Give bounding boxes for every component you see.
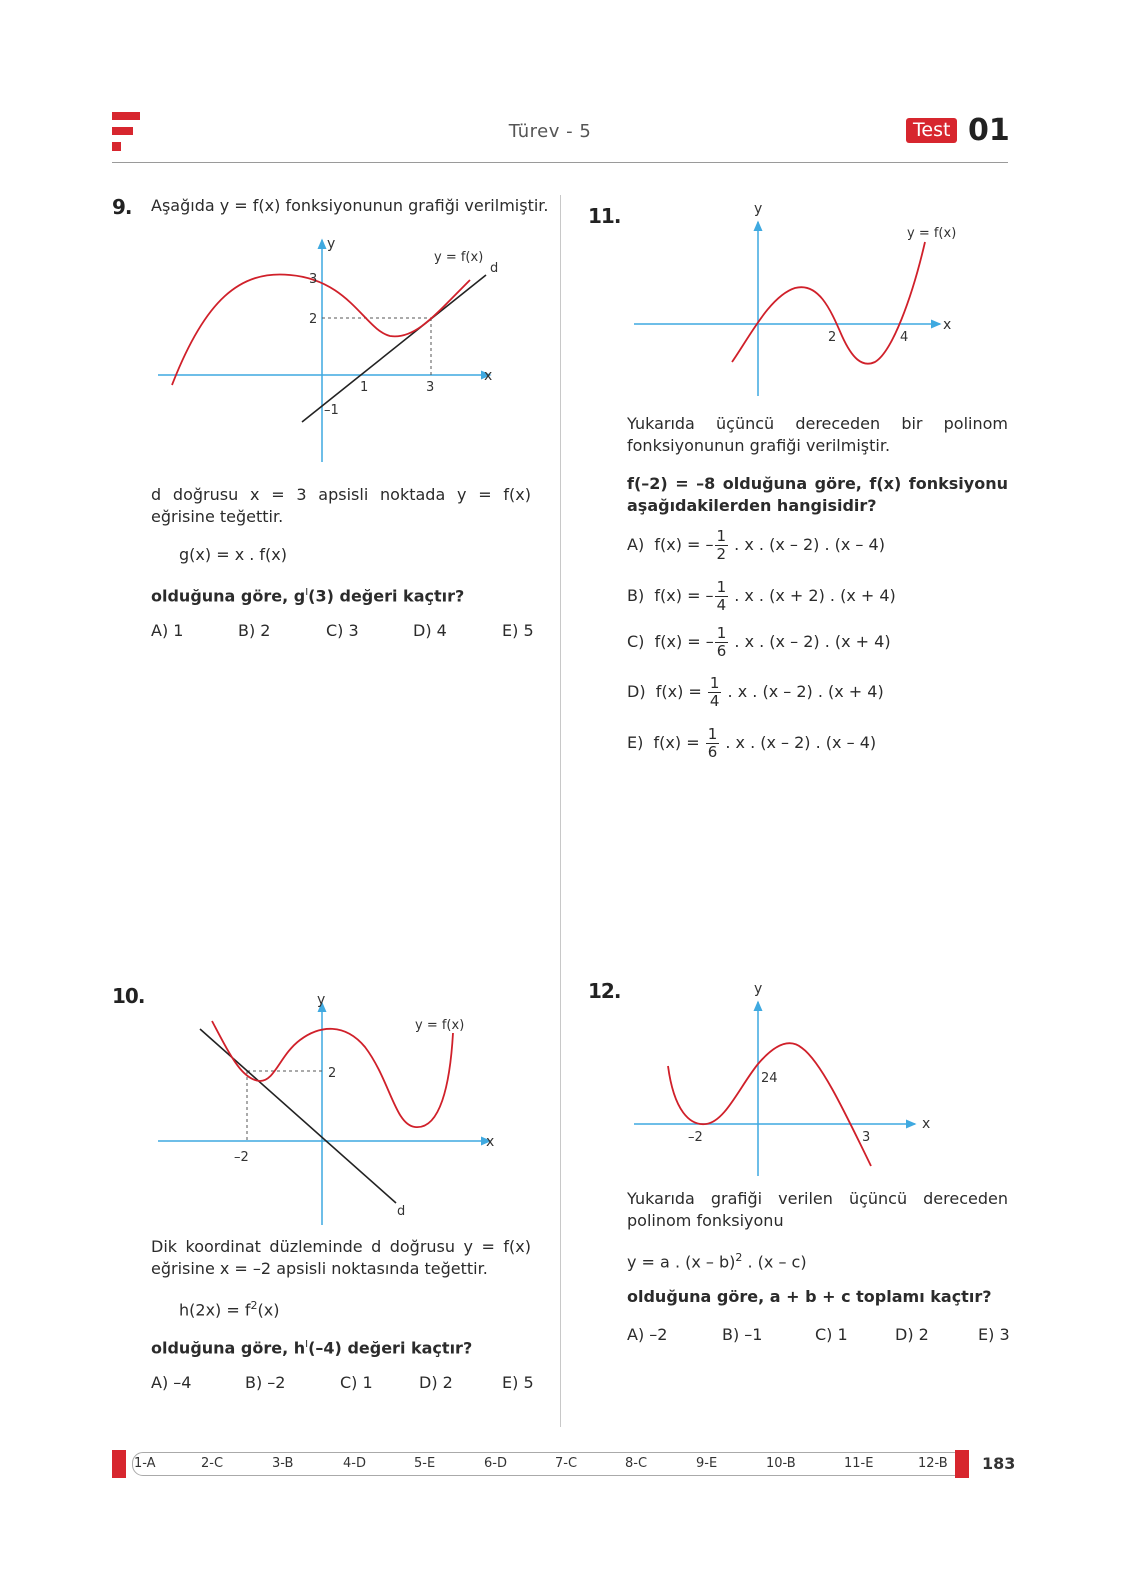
tick-label: 3 <box>862 1130 871 1145</box>
page-number: 183 <box>982 1454 1016 1473</box>
answer-key-item: 2-C <box>201 1456 224 1471</box>
x-axis-label: x <box>922 1116 931 1132</box>
question-ask: f(–2) = –8 olduğuna göre, f(x) fonksiyonu aşağıdakilerden hangisidir? <box>627 474 1008 515</box>
tick-label: 3 <box>309 272 318 287</box>
test-badge: Test <box>906 118 957 143</box>
question-number: 10. <box>112 984 145 1008</box>
answer-key-item: 11-E <box>844 1456 874 1471</box>
question-text: Yukarıda grafiği verilen üçüncü dereceden polinom fonksiyonu <box>627 1189 1008 1230</box>
option-e[interactable]: E) f(x) = $\frac{1}{6}$ . x . (x – 2) . (x – 4) <box>627 725 877 761</box>
question-ask: olduğuna göre, $h^I(-4)$ değeri kaçtır? <box>151 1338 473 1358</box>
answer-key-item: 10-B <box>766 1456 796 1471</box>
formula: g(x) = x . f(x) <box>179 545 287 564</box>
y-axis-label: y <box>754 981 763 997</box>
q10-graph <box>150 985 510 1225</box>
tangent-line-d <box>302 275 486 422</box>
answer-key-box <box>132 1452 965 1476</box>
function-curve <box>732 242 925 364</box>
answer-key-item: 3-B <box>272 1456 294 1471</box>
answer-key-item: 1-A <box>134 1456 156 1471</box>
q9-graph <box>150 230 510 470</box>
option-d[interactable]: D) 2 <box>895 1325 929 1344</box>
tangent-line-d <box>200 1029 396 1203</box>
option-b[interactable]: B) –1 <box>722 1325 763 1344</box>
option-d[interactable]: D) 4 <box>413 621 447 640</box>
question-ask: olduğuna göre, $g^I(3)$ değeri kaçtır? <box>151 586 465 606</box>
header-divider <box>112 162 1008 163</box>
q12-graph <box>630 976 970 1181</box>
tick-label: 24 <box>761 1071 778 1086</box>
question-text: Yukarıda üçüncü dereceden bir polinom fonksiyonunun grafiği verilmiştir. <box>627 414 1008 455</box>
question-number: 9. <box>112 195 132 219</box>
curve-label: y = f(x) <box>434 250 484 265</box>
tick-label: –2 <box>234 1150 249 1165</box>
answer-key-item: 4-D <box>343 1456 366 1471</box>
column-divider <box>560 195 561 1427</box>
curve-label: y = f(x) <box>907 226 957 241</box>
option-e[interactable]: E) 5 <box>502 1373 534 1392</box>
answer-key-item: 9-E <box>696 1456 718 1471</box>
option-c[interactable]: C) 3 <box>326 621 359 640</box>
option-c[interactable]: C) 1 <box>340 1373 373 1392</box>
option-e[interactable]: E) 3 <box>978 1325 1010 1344</box>
page-title: Türev - 5 <box>508 121 592 142</box>
tick-label: 2 <box>309 312 318 327</box>
option-d[interactable]: D) f(x) = $\frac{1}{4}$ . x . (x – 2) . (x + 4) <box>627 674 884 710</box>
answer-key-item: 6-D <box>484 1456 507 1471</box>
formula: y = a . (x – b)$^2$ . (x – c) <box>627 1251 807 1272</box>
answer-key-accent <box>955 1450 969 1478</box>
test-number: 01 <box>968 113 1010 148</box>
option-b[interactable]: B) –2 <box>245 1373 286 1392</box>
x-axis-label: x <box>484 368 493 384</box>
option-a[interactable]: A) –4 <box>151 1373 192 1392</box>
curve-label: y = f(x) <box>415 1018 465 1033</box>
answer-key-item: 12-B <box>918 1456 948 1471</box>
line-label: d <box>397 1204 406 1219</box>
option-e[interactable]: E) 5 <box>502 621 534 640</box>
answer-key-item: 7-C <box>555 1456 578 1471</box>
q11-graph <box>630 196 970 401</box>
tick-label: –1 <box>324 403 339 418</box>
tick-label: 2 <box>828 330 837 345</box>
question-number: 12. <box>588 979 621 1003</box>
tick-label: –2 <box>688 1130 703 1145</box>
y-axis-label: y <box>317 992 326 1008</box>
answer-key-item: 5-E <box>414 1456 436 1471</box>
question-intro: Aşağıda y = f(x) fonksiyonunun grafiği verilmiştir. <box>151 196 549 215</box>
function-curve <box>172 274 470 385</box>
question-number: 11. <box>588 204 621 228</box>
tick-label: 1 <box>360 380 369 395</box>
function-curve <box>668 1043 871 1166</box>
option-a[interactable]: A) f(x) = – $\frac{1}{2}$ . x . (x – 2) . (x – 4) <box>627 527 885 563</box>
option-a[interactable]: A) –2 <box>627 1325 668 1344</box>
tick-label: 2 <box>328 1066 337 1081</box>
option-a[interactable]: A) 1 <box>151 621 184 640</box>
x-axis-label: x <box>943 317 952 333</box>
question-ask: olduğuna göre, a + b + c toplamı kaçtır? <box>627 1287 992 1306</box>
tick-label: 3 <box>426 380 435 395</box>
answer-key-item: 8-C <box>625 1456 648 1471</box>
option-c[interactable]: C) f(x) = – $\frac{1}{6}$ . x . (x – 2) . (x + 4) <box>627 624 891 660</box>
y-axis-label: y <box>754 201 763 217</box>
answer-key-bar <box>112 1450 969 1478</box>
question-text: d doğrusu x = 3 apsisli noktada y = f(x) eğrisine teğettir. <box>151 485 531 526</box>
question-text: Dik koordinat düzleminde d doğrusu y = f(x) eğrisine x = –2 apsisli noktasında teğettir. <box>151 1237 531 1278</box>
x-axis-label: x <box>486 1134 495 1150</box>
option-b[interactable]: B) 2 <box>238 621 271 640</box>
option-b[interactable]: B) f(x) = – $\frac{1}{4}$ . x . (x + 2) . (x + 4) <box>627 578 896 614</box>
formula: $h(2x) = f^2(x)$ <box>179 1299 280 1320</box>
tick-label: 4 <box>900 330 909 345</box>
answer-key-accent <box>112 1450 126 1478</box>
line-label: d <box>490 261 499 276</box>
y-axis-label: y <box>327 236 336 252</box>
option-d[interactable]: D) 2 <box>419 1373 453 1392</box>
option-c[interactable]: C) 1 <box>815 1325 848 1344</box>
